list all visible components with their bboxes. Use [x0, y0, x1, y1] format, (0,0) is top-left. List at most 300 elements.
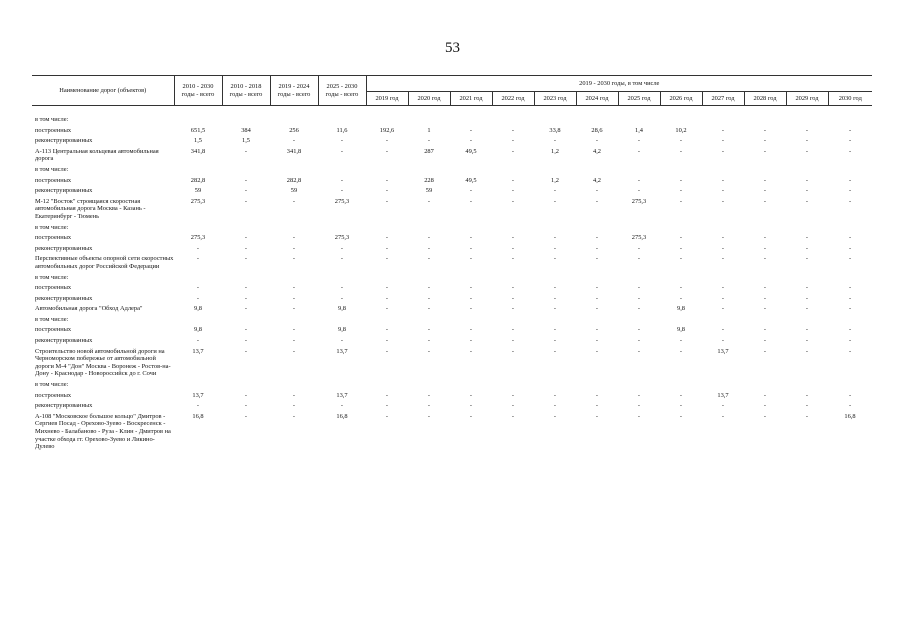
row-value-cell: 13,7	[717, 347, 729, 355]
row-value-cell: -	[721, 126, 725, 134]
row-value-cell: -	[340, 137, 344, 145]
row-value-cell: -	[340, 244, 344, 252]
row-value-cell: -	[292, 305, 296, 313]
row-value-cell: -	[805, 244, 809, 252]
row-value-cell: -	[385, 326, 389, 334]
table-row	[32, 243, 872, 254]
row-value-cell: -	[469, 126, 473, 134]
row-name: построенных	[35, 391, 72, 399]
roads-table	[32, 75, 872, 452]
row-name: реконструированных	[35, 187, 93, 195]
row-value-cell: -	[244, 255, 248, 263]
row-value-cell: -	[679, 147, 683, 155]
row-value-cell: -	[511, 126, 515, 134]
row-value-cell: -	[244, 187, 248, 195]
row-value-cell: -	[763, 147, 767, 155]
row-value-cell: 59	[290, 187, 298, 195]
row-name: реконструированных	[35, 137, 93, 145]
row-value-cell: -	[637, 255, 641, 263]
row-value-cell: -	[385, 391, 389, 399]
period-column-header: 2010 - 2018 годы - всего	[222, 76, 270, 106]
row-value-cell: 275,3	[334, 234, 350, 242]
row-value-cell: 9,8	[194, 326, 202, 334]
row-value-cell: -	[848, 137, 852, 145]
year-column-header: 2022 год	[492, 92, 534, 106]
row-value-cell: -	[848, 305, 852, 313]
row-value-cell: -	[469, 391, 473, 399]
row-value-cell: -	[511, 412, 515, 420]
section-label: в том числе:	[35, 381, 69, 389]
row-value-cell: 11,6	[336, 126, 348, 134]
row-value-cell: -	[511, 294, 515, 302]
row-value-cell: -	[805, 326, 809, 334]
row-value-cell: -	[595, 305, 599, 313]
row-value-cell: -	[292, 326, 296, 334]
row-value-cell: -	[244, 305, 248, 313]
row-value-cell: -	[637, 391, 641, 399]
row-value-cell: -	[805, 412, 809, 420]
row-value-cell: -	[244, 337, 248, 345]
section-label-row	[32, 222, 872, 233]
row-value-cell: 28,6	[591, 126, 603, 134]
row-value-cell: 13,7	[192, 391, 204, 399]
row-value-cell: -	[679, 412, 683, 420]
row-value-cell: -	[595, 255, 599, 263]
row-value-cell: -	[805, 147, 809, 155]
row-value-cell: -	[721, 294, 725, 302]
row-value-cell: -	[763, 197, 767, 205]
row-value-cell: -	[721, 137, 725, 145]
row-value-cell: -	[679, 294, 683, 302]
row-value-cell: -	[848, 294, 852, 302]
row-value-cell: -	[848, 234, 852, 242]
row-value-cell: -	[244, 147, 248, 155]
row-value-cell: -	[637, 326, 641, 334]
table-row	[32, 186, 872, 197]
row-value-cell: -	[679, 337, 683, 345]
row-value-cell: -	[427, 402, 431, 410]
year-column-header: 2023 год	[534, 92, 576, 106]
row-value-cell: 256	[289, 126, 299, 134]
row-value-cell: -	[637, 147, 641, 155]
row-value-cell: 9,8	[677, 326, 685, 334]
row-value-cell: 9,8	[338, 326, 346, 334]
row-value-cell: -	[511, 147, 515, 155]
row-value-cell: -	[511, 234, 515, 242]
row-value-cell: -	[553, 347, 557, 355]
row-value-cell: -	[469, 255, 473, 263]
row-name: М-12 "Восток" строящаяся скоростная автомобильная дорога Москва - Казань - Екатеринбург - Тюмень	[35, 197, 146, 220]
row-value-cell: -	[469, 294, 473, 302]
row-value-cell: 59	[425, 187, 433, 195]
row-value-cell: -	[763, 305, 767, 313]
row-value-cell: 16,8	[844, 412, 856, 420]
row-value-cell: -	[511, 326, 515, 334]
row-name: построенных	[35, 326, 72, 334]
row-value-cell: -	[595, 137, 599, 145]
row-value-cell: -	[511, 284, 515, 292]
row-value-cell: -	[721, 244, 725, 252]
row-value-cell: -	[553, 337, 557, 345]
row-value-cell: -	[511, 305, 515, 313]
row-value-cell: -	[244, 244, 248, 252]
row-value-cell: -	[637, 284, 641, 292]
row-value-cell: 59	[194, 187, 202, 195]
row-value-cell: -	[292, 412, 296, 420]
row-value-cell: -	[805, 234, 809, 242]
row-value-cell: -	[292, 244, 296, 252]
row-value-cell: -	[763, 234, 767, 242]
row-value-cell: -	[292, 234, 296, 242]
row-value-cell: -	[553, 391, 557, 399]
year-column-header: 2028 год	[744, 92, 786, 106]
row-value-cell: 9,8	[677, 305, 685, 313]
row-value-cell: -	[244, 234, 248, 242]
row-value-cell: -	[244, 197, 248, 205]
row-value-cell: -	[848, 244, 852, 252]
row-value-cell: -	[553, 234, 557, 242]
row-value-cell: -	[848, 391, 852, 399]
row-value-cell: 13,7	[192, 347, 204, 355]
row-value-cell: -	[721, 337, 725, 345]
row-value-cell: 275,3	[631, 197, 647, 205]
row-value-cell: -	[292, 391, 296, 399]
row-value-cell: 1,2	[551, 176, 559, 184]
table-row	[32, 346, 872, 379]
row-value-cell: -	[244, 326, 248, 334]
row-value-cell: -	[427, 244, 431, 252]
row-value-cell: -	[385, 255, 389, 263]
row-value-cell: -	[469, 402, 473, 410]
row-value-cell: -	[763, 126, 767, 134]
row-value-cell: -	[292, 137, 296, 145]
row-value-cell: 1,5	[194, 137, 202, 145]
row-value-cell: 1,5	[242, 137, 250, 145]
row-value-cell: -	[637, 187, 641, 195]
row-value-cell: -	[595, 294, 599, 302]
table-row	[32, 283, 872, 294]
year-column-header: 2020 год	[408, 92, 450, 106]
row-value-cell: -	[679, 176, 683, 184]
row-value-cell: -	[848, 176, 852, 184]
row-value-cell: -	[511, 244, 515, 252]
row-value-cell: 49,5	[465, 147, 477, 155]
row-value-cell: -	[721, 147, 725, 155]
row-value-cell: 341,8	[190, 147, 206, 155]
section-label: в том числе:	[35, 273, 69, 281]
row-value-cell: 4,2	[593, 176, 601, 184]
row-value-cell: -	[340, 147, 344, 155]
row-value-cell: -	[511, 347, 515, 355]
row-value-cell: -	[469, 337, 473, 345]
row-value-cell: -	[679, 234, 683, 242]
row-value-cell: -	[637, 402, 641, 410]
row-value-cell: -	[244, 294, 248, 302]
row-value-cell: -	[595, 402, 599, 410]
row-value-cell: -	[427, 305, 431, 313]
row-value-cell: -	[385, 305, 389, 313]
row-value-cell: -	[469, 244, 473, 252]
table-row	[32, 196, 872, 222]
row-value-cell: -	[340, 255, 344, 263]
row-value-cell: -	[637, 176, 641, 184]
row-value-cell: -	[427, 294, 431, 302]
row-value-cell: -	[595, 244, 599, 252]
row-value-cell: -	[340, 402, 344, 410]
row-value-cell: -	[427, 197, 431, 205]
row-value-cell: -	[637, 294, 641, 302]
year-column-header: 2026 год	[660, 92, 702, 106]
row-value-cell: 1	[427, 126, 431, 134]
row-value-cell: -	[679, 391, 683, 399]
row-value-cell: -	[595, 326, 599, 334]
row-value-cell: -	[805, 337, 809, 345]
row-value-cell: -	[805, 347, 809, 355]
period-column-header: 2010 - 2030 годы - всего	[174, 76, 222, 106]
row-value-cell: -	[805, 391, 809, 399]
row-value-cell: -	[511, 391, 515, 399]
row-value-cell: -	[595, 391, 599, 399]
row-value-cell: 192,6	[379, 126, 395, 134]
row-value-cell: -	[595, 337, 599, 345]
row-value-cell: -	[848, 187, 852, 195]
table-row	[32, 390, 872, 401]
row-value-cell: 341,8	[286, 147, 302, 155]
row-value-cell: -	[292, 347, 296, 355]
row-value-cell: -	[553, 402, 557, 410]
row-value-cell: -	[763, 326, 767, 334]
row-value-cell: -	[244, 412, 248, 420]
row-value-cell: -	[385, 244, 389, 252]
row-value-cell: 282,8	[286, 176, 302, 184]
row-value-cell: -	[427, 255, 431, 263]
row-value-cell: 1,4	[635, 126, 643, 134]
row-value-cell: -	[679, 187, 683, 195]
row-value-cell: -	[511, 176, 515, 184]
row-value-cell: -	[244, 176, 248, 184]
row-value-cell: -	[385, 137, 389, 145]
section-label-row	[32, 106, 872, 126]
table-row	[32, 325, 872, 336]
row-value-cell: -	[385, 347, 389, 355]
row-value-cell: -	[553, 305, 557, 313]
row-value-cell: -	[427, 391, 431, 399]
row-value-cell: -	[385, 197, 389, 205]
row-value-cell: -	[679, 244, 683, 252]
row-value-cell: -	[763, 337, 767, 345]
row-value-cell: -	[427, 284, 431, 292]
row-value-cell: -	[469, 187, 473, 195]
year-column-header: 2024 год	[576, 92, 618, 106]
row-name: А-113 Центральная кольцевая автомобильная дорога	[35, 147, 159, 163]
row-value-cell: -	[595, 412, 599, 420]
row-name: Перспективные объекты опорной сети скоростных автомобильных дорог Российской Федерации	[35, 255, 174, 270]
row-value-cell: -	[637, 244, 641, 252]
row-name: построенных	[35, 176, 72, 184]
row-value-cell: -	[196, 402, 200, 410]
table-row	[32, 146, 872, 164]
row-value-cell: -	[340, 187, 344, 195]
row-name: реконструированных	[35, 294, 93, 302]
row-value-cell: -	[848, 147, 852, 155]
row-name: построенных	[35, 234, 72, 242]
row-value-cell: -	[848, 284, 852, 292]
row-value-cell: -	[721, 284, 725, 292]
row-value-cell: -	[553, 294, 557, 302]
row-value-cell: -	[721, 412, 725, 420]
group-column-header: 2019 - 2030 годы, в том числе	[366, 76, 872, 92]
row-value-cell: -	[721, 305, 725, 313]
row-value-cell: -	[292, 284, 296, 292]
row-value-cell: -	[595, 284, 599, 292]
row-value-cell: -	[721, 234, 725, 242]
row-value-cell: 651,5	[190, 126, 206, 134]
row-value-cell: 275,3	[190, 197, 206, 205]
section-label: в том числе:	[35, 165, 69, 173]
row-value-cell: -	[553, 187, 557, 195]
row-value-cell: -	[469, 326, 473, 334]
row-value-cell: -	[244, 284, 248, 292]
row-value-cell: 228	[424, 176, 434, 184]
row-value-cell: -	[385, 147, 389, 155]
row-value-cell: -	[553, 244, 557, 252]
section-label-row	[32, 380, 872, 391]
row-value-cell: -	[763, 412, 767, 420]
table-row	[32, 233, 872, 244]
row-value-cell: -	[763, 244, 767, 252]
row-value-cell: -	[469, 284, 473, 292]
row-value-cell: -	[805, 255, 809, 263]
year-column-header: 2030 год	[828, 92, 872, 106]
table-row	[32, 411, 872, 452]
row-value-cell: -	[763, 176, 767, 184]
row-value-cell: -	[637, 412, 641, 420]
row-value-cell: -	[385, 176, 389, 184]
row-value-cell: -	[805, 305, 809, 313]
row-value-cell: 9,8	[194, 305, 202, 313]
row-value-cell: -	[721, 197, 725, 205]
row-value-cell: 4,2	[593, 147, 601, 155]
row-value-cell: -	[292, 337, 296, 345]
row-value-cell: -	[511, 137, 515, 145]
row-value-cell: 33,8	[549, 126, 561, 134]
row-value-cell: -	[805, 176, 809, 184]
row-value-cell: 275,3	[631, 234, 647, 242]
row-value-cell: -	[385, 234, 389, 242]
row-value-cell: -	[427, 326, 431, 334]
row-value-cell: -	[469, 197, 473, 205]
row-value-cell: -	[340, 284, 344, 292]
row-value-cell: -	[595, 347, 599, 355]
row-value-cell: -	[511, 255, 515, 263]
row-value-cell: -	[511, 187, 515, 195]
row-value-cell: -	[637, 137, 641, 145]
row-name: реконструированных	[35, 337, 93, 345]
table-row	[32, 254, 872, 272]
table-row	[32, 304, 872, 315]
section-label: в том числе:	[35, 116, 69, 123]
table-row	[32, 401, 872, 412]
row-value-cell: -	[292, 197, 296, 205]
row-value-cell: -	[196, 255, 200, 263]
row-value-cell: -	[244, 402, 248, 410]
row-value-cell: -	[763, 391, 767, 399]
row-value-cell: 13,7	[336, 347, 348, 355]
row-value-cell: -	[292, 402, 296, 410]
row-value-cell: -	[244, 391, 248, 399]
row-value-cell: -	[679, 284, 683, 292]
row-value-cell: -	[679, 255, 683, 263]
row-value-cell: -	[721, 326, 725, 334]
row-value-cell: -	[848, 126, 852, 134]
row-value-cell: -	[763, 255, 767, 263]
row-name: построенных	[35, 126, 72, 134]
row-value-cell: -	[553, 284, 557, 292]
row-value-cell: -	[805, 187, 809, 195]
row-value-cell: 13,7	[336, 391, 348, 399]
row-value-cell: -	[511, 197, 515, 205]
table-row	[32, 293, 872, 304]
year-column-header: 2019 год	[366, 92, 408, 106]
year-column-header: 2029 год	[786, 92, 828, 106]
name-column-header: Наименование дорог (объектов)	[32, 76, 174, 106]
row-value-cell: -	[595, 197, 599, 205]
row-value-cell: 275,3	[190, 234, 206, 242]
row-value-cell: -	[805, 284, 809, 292]
table-row	[32, 175, 872, 186]
row-name: Автомобильная дорога "Обход Адлера"	[35, 305, 143, 313]
row-value-cell: -	[721, 402, 725, 410]
row-value-cell: -	[679, 402, 683, 410]
period-column-header: 2025 - 2030 годы - всего	[318, 76, 366, 106]
row-value-cell: -	[553, 197, 557, 205]
row-value-cell: -	[805, 294, 809, 302]
row-value-cell: -	[721, 255, 725, 263]
row-value-cell: -	[637, 305, 641, 313]
row-value-cell: -	[805, 126, 809, 134]
row-value-cell: -	[679, 137, 683, 145]
year-column-header: 2021 год	[450, 92, 492, 106]
row-value-cell: -	[805, 137, 809, 145]
row-value-cell: -	[848, 197, 852, 205]
year-column-header: 2025 год	[618, 92, 660, 106]
row-value-cell: -	[340, 294, 344, 302]
row-value-cell: -	[427, 137, 431, 145]
row-value-cell: -	[427, 234, 431, 242]
row-value-cell: -	[292, 255, 296, 263]
row-value-cell: 49,5	[465, 176, 477, 184]
row-value-cell: 384	[241, 126, 251, 134]
row-value-cell: -	[848, 347, 852, 355]
period-column-header: 2019 - 2024 годы - всего	[270, 76, 318, 106]
table-header	[32, 76, 872, 106]
row-value-cell: -	[511, 337, 515, 345]
row-value-cell: -	[244, 347, 248, 355]
row-value-cell: -	[763, 294, 767, 302]
row-value-cell: 1,2	[551, 147, 559, 155]
row-value-cell: -	[292, 294, 296, 302]
row-name: реконструированных	[35, 244, 93, 252]
section-label-row	[32, 272, 872, 283]
row-value-cell: -	[848, 337, 852, 345]
row-value-cell: -	[763, 137, 767, 145]
table-row	[32, 125, 872, 136]
row-value-cell: -	[553, 137, 557, 145]
row-value-cell: -	[385, 337, 389, 345]
row-value-cell: -	[469, 412, 473, 420]
row-value-cell: -	[763, 347, 767, 355]
row-value-cell: -	[848, 402, 852, 410]
